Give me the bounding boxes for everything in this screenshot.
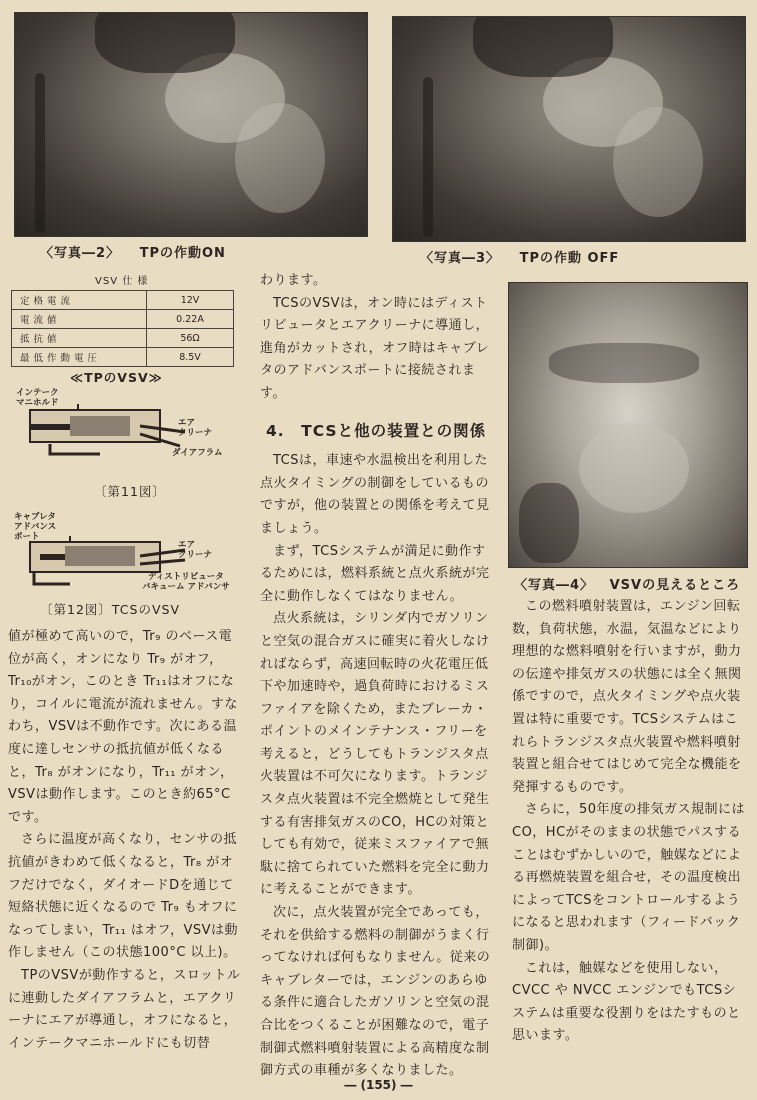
- spec-row: 定格電流 12V: [12, 291, 234, 310]
- middle-column: [260, 270, 493, 1083]
- photo3-caption-number: 〈写真―3〉: [420, 251, 501, 266]
- fig12-label-air: エア クリーナ: [178, 540, 213, 560]
- section-heading: 4. TCSと他の装置との関係: [266, 421, 487, 440]
- mid-paragraph-1: TCSのVSVは，オン時にはディストリビュータとエアクリーナに導通し，進角がカットされ，オフ時はキャブレタのアドバンスポートに接続されます。: [260, 295, 490, 401]
- fig12-label-dist: ディストリビュータ バキューム アドバンサ: [142, 572, 230, 592]
- mid-paragraph-4: 点火系統は，シリンダ内でガソリンと空気の混合ガスに確実に着火しなければならず，高速回転時の火花電圧低下や加速時や，過負荷時におけるミスファイアを除くため，またブレーカ・ポイントのメインテナンス・フリーを考えると，どうしてもトランジスタ点火装置は不可欠になります。トランジスタ点火装置は不完全燃焼として発生する有害排気ガスのCO，HCの対策としても有効で，従来ミスファイアで無駄に捨てられていた燃料を完全に動力に考えることができます。: [260, 611, 490, 898]
- photo2-caption-number: 〈写真―2〉: [40, 246, 121, 261]
- left-paragraph-1: 値が極めて高いので，Tr₉ のベース電位が高く，オンになり Tr₉ がオフ，Tr₁₀がオン，このとき Tr₁₁はオフになり，コイルに電流が流れません。すなわち，VSVは不動作です。次にある温度に達しセンサの抵抗値が低くなると，Tr₈ がオンになり，Tr₁₁ がオン，VSVは動作します。このとき約65°C です。: [8, 629, 238, 825]
- spec-row: 最低作動電圧 8.5V: [12, 348, 234, 367]
- right-column: [512, 596, 747, 1048]
- spec-row: 電流値 0.22A: [12, 310, 234, 329]
- right-paragraph-3: これは，触媒などを使用しない，CVCC や NVCC エンジンでもTCSシステムは重要な役割りをはたすものと思います。: [512, 960, 741, 1044]
- left-paragraph-3: TPのVSVが動作すると，スロットルに連動したダイアフラムと，エアクリーナにエアが導通し，オフになると，インテークマニホールドにも切替: [8, 967, 241, 1051]
- photo-tp-on: [14, 12, 368, 237]
- spec-row: 抵抗値 56Ω: [12, 329, 234, 348]
- spec-caption: ≪TPのVSV≫: [70, 370, 163, 385]
- mid-paragraph-5: 次に，点火装置が完全であっても，それを供給する燃料の制御がうまく行ってなければ何もなりません。従来のキャブレターでは，エンジンのあらゆる条件に適合したガソリンと空気の混合比をつくることが困難なので，電子制御式燃料噴射装置による高精度な制御方式の車種が多くなりました。: [260, 905, 491, 1079]
- mid-paragraph-3: まず，TCSシステムが満足に動作するためには，燃料系統と点火系統が完全に動作しなくてはなりません。: [260, 543, 490, 604]
- photo2-caption-text: TPの作動ON: [139, 246, 226, 261]
- fig11-label-air: エア クリーナ: [178, 418, 213, 438]
- right-paragraph-2: さらに，50年度の排気ガス規制にはCO，HCがそのままの状態でパスすることはむずかしいので，触媒などによる再燃焼装置を組合せ，その温度検出によってTCSをコントロールするようになると思われます（フィードバック制御)。: [512, 802, 746, 953]
- photo4-caption-number: 〈写真―4〉: [514, 578, 595, 593]
- right-paragraph-1: この燃料噴射装置は，エンジン回転数，負荷状態，水温，気温などにより理想的な燃料噴射を行いますが，動力の伝達や排気ガスの状態には全く無関係ですので，点火タイミングや点火装置は特に重要です。TCSシステムはこれらトランジスタ点火装置や燃料噴射装置と組合せてはじめて完全な機能を発揮するものです。: [512, 599, 742, 795]
- photo3-caption: [420, 247, 619, 266]
- mid-paragraph-2: TCSは，車速や水温検出を利用した点火タイミングの制御をしているものですが，他の装置との関係を考えて見ましょう。: [260, 453, 490, 536]
- photo3-caption-text: TPの作動 OFF: [519, 251, 620, 266]
- fig11-caption: 〔第11図〕: [94, 484, 166, 499]
- fig12-caption: 〔第12図〕TCSのVSV: [40, 602, 181, 617]
- photo-tp-off: [392, 16, 746, 242]
- fig11-label-diaphragm: ダイアフラム: [172, 448, 223, 458]
- fig12-label-carb: キャブレタ アドバンス ポート: [14, 512, 57, 542]
- photo4-caption-text: VSVの見えるところ: [609, 578, 741, 593]
- photo4-caption: [514, 574, 740, 593]
- photo2-caption: [40, 242, 226, 261]
- photo-vsv: [508, 282, 748, 568]
- left-column: [8, 626, 244, 1070]
- spec-table: [11, 290, 234, 367]
- left-paragraph-2: さらに温度が高くなり，センサの抵抗値がきわめて低くなると，Tr₈ がオフだけでなく，ダイオードDを通じて短絡状態に近くなるので Tr₉ もオフになってしまい，Tr₁₁ はオフ，VSVは動作しません（この状態100°C 以上)。: [8, 832, 239, 961]
- fig11-label-manifold: インテーク マニホルド: [16, 388, 59, 408]
- page-number: ― (155) ―: [344, 1078, 413, 1092]
- spec-title: VSV 仕 様: [95, 276, 149, 287]
- mid-paragraph-0: わります。: [260, 273, 327, 288]
